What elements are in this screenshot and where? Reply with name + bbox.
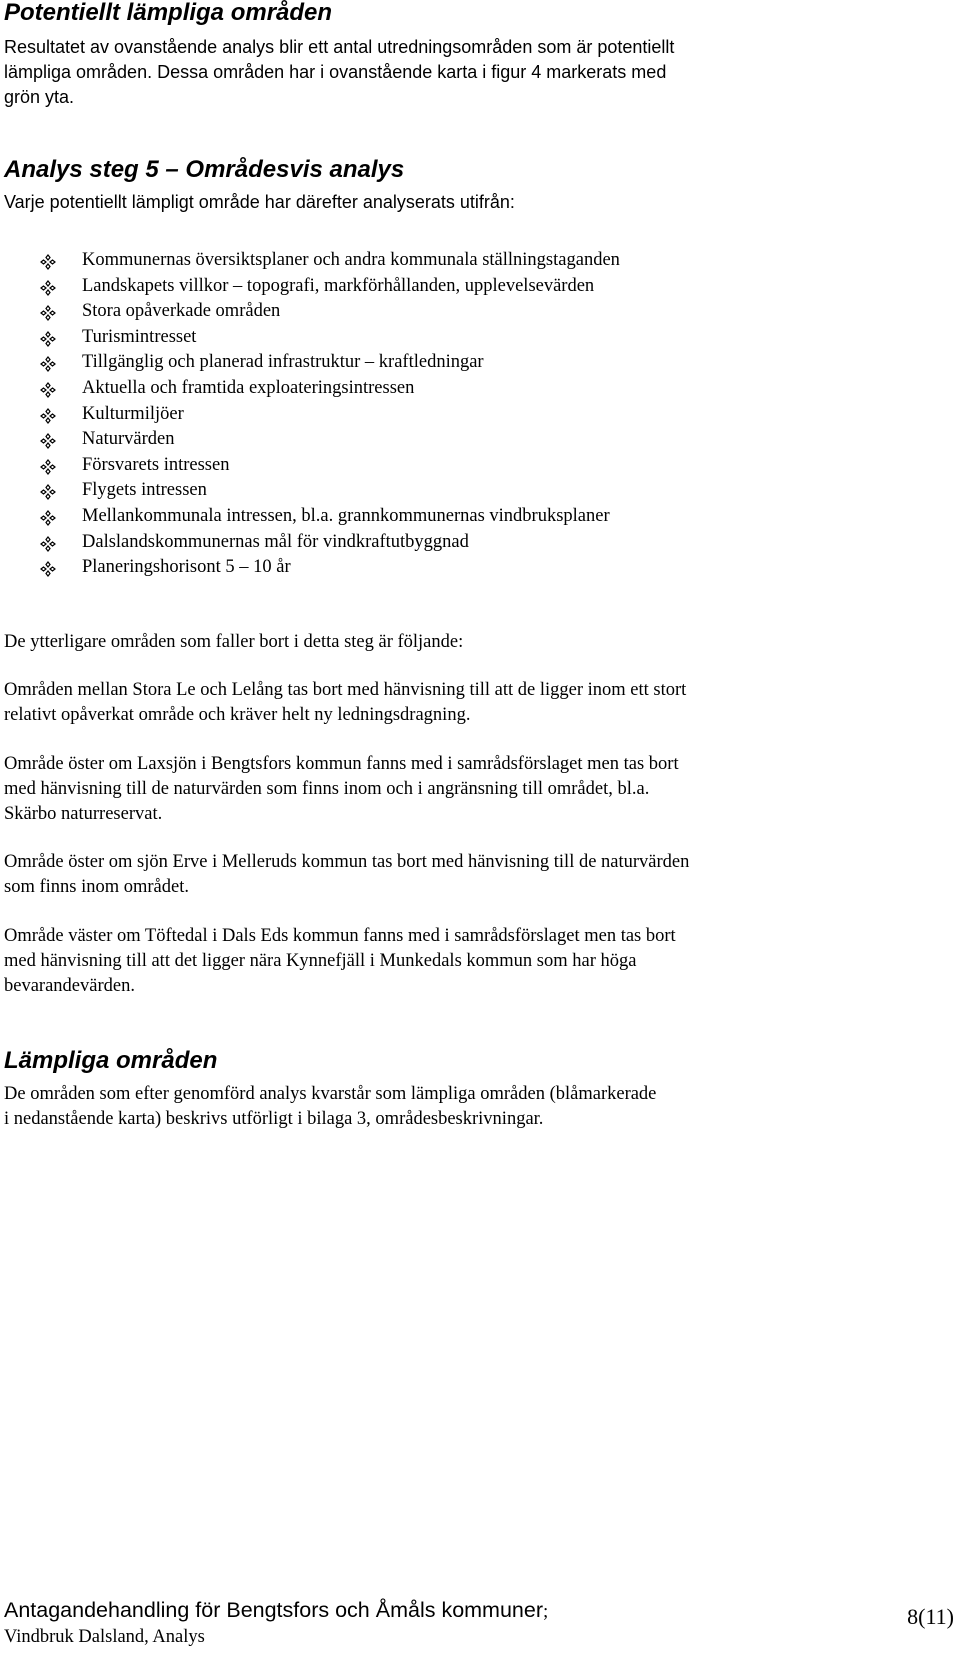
four-diamond-ornament-icon bbox=[40, 433, 56, 449]
paragraph-laxsjon: Område öster om Laxsjön i Bengtsfors kommun fanns med i samrådsförslaget men tas bort med hänvisning till de naturvärden som finns inom och i angränsning till området, bl.a. Skärbo naturreservat. bbox=[4, 754, 679, 824]
section-heading-potentiellt: Potentiellt lämpliga områden bbox=[4, 0, 333, 26]
four-diamond-ornament-icon bbox=[40, 305, 56, 321]
list-item bbox=[40, 478, 720, 504]
list-item-text: Försvarets intressen bbox=[82, 454, 230, 475]
list-item bbox=[40, 248, 720, 274]
page-number: 8(11) bbox=[907, 1604, 954, 1629]
four-diamond-ornament-icon bbox=[40, 356, 56, 372]
four-diamond-ornament-icon bbox=[40, 382, 56, 398]
list-item-text: Planeringshorisont 5 – 10 år bbox=[82, 557, 291, 578]
four-diamond-ornament-icon bbox=[40, 536, 56, 552]
four-diamond-ornament-icon bbox=[40, 408, 56, 424]
list-item-text: Flygets intressen bbox=[82, 480, 207, 501]
list-item-text: Landskapets villkor – topografi, markförhållanden, upplevelsevärden bbox=[82, 275, 595, 296]
four-diamond-ornament-icon bbox=[40, 484, 56, 500]
four-diamond-ornament-icon bbox=[40, 510, 56, 526]
section-heading-lampliga: Lämpliga områden bbox=[4, 1047, 218, 1074]
paragraph-intro: Varje potentiellt lämpligt område har därefter analyserats utifrån: bbox=[4, 192, 515, 212]
footer-separator: ; bbox=[543, 1601, 549, 1622]
footer-subtitle: Vindbruk Dalsland, Analys bbox=[4, 1627, 205, 1647]
list-item-text: Mellankommunala intressen, bl.a. grannkommunernas vindbruksplaner bbox=[82, 505, 610, 526]
list-item-text: Aktuella och framtida exploateringsintressen bbox=[82, 377, 415, 398]
list-item bbox=[40, 299, 720, 325]
paragraph-toftedal: Område väster om Töftedal i Dals Eds kommun fanns med i samrådsförslaget men tas bort med hänvisning till att det ligger nära Kynnefjäll i Munkedals kommun som har höga bevarandevärden. bbox=[4, 926, 676, 996]
list-item bbox=[40, 274, 720, 300]
list-item bbox=[40, 453, 720, 479]
list-item-text: Kommunernas översiktsplaner och andra kommunala ställningstaganden bbox=[82, 250, 620, 270]
list-item bbox=[40, 325, 720, 351]
section-heading-analys-steg-5: Analys steg 5 – Områdesvis analys bbox=[4, 156, 405, 183]
four-diamond-ornament-icon bbox=[40, 254, 56, 270]
four-diamond-ornament-icon bbox=[40, 280, 56, 296]
footer-title bbox=[4, 1596, 548, 1626]
list-item bbox=[40, 504, 720, 530]
list-item-text: Turismintresset bbox=[82, 326, 197, 347]
list-item-text: Tillgänglig och planerad infrastruktur – kraftledningar bbox=[82, 352, 484, 373]
footer-title-text: Antagandehandling för Bengtsfors och Åmåls kommuner bbox=[4, 1598, 544, 1622]
list-item bbox=[40, 555, 720, 581]
list-item bbox=[40, 376, 720, 402]
list-item-text: Stora opåverkade områden bbox=[82, 301, 281, 322]
four-diamond-ornament-icon bbox=[40, 459, 56, 475]
list-item bbox=[40, 530, 720, 556]
list-item-text: Dalslandskommunernas mål för vindkraftutbyggnad bbox=[82, 531, 469, 552]
four-diamond-ornament-icon bbox=[40, 561, 56, 577]
paragraph-lampliga: De områden som efter genomförd analys kvarstår som lämpliga områden (blåmarkerade i nedanstående karta) beskrivs utförligt i bilaga 3, områdesbeskrivningar. bbox=[4, 1084, 657, 1129]
list-item-text: Naturvärden bbox=[82, 429, 175, 450]
paragraph-after-list: De ytterligare områden som faller bort i detta steg är följande: bbox=[4, 632, 464, 652]
list-item bbox=[40, 427, 720, 453]
four-diamond-ornament-icon bbox=[40, 331, 56, 347]
list-item-text: Kulturmiljöer bbox=[82, 403, 184, 424]
paragraph-stora-le: Områden mellan Stora Le och Lelång tas bort med hänvisning till att de ligger inom ett stort relativt opåverkat område och kräver helt ny ledningsdragning. bbox=[4, 680, 687, 725]
paragraph-erve: Område öster om sjön Erve i Melleruds kommun tas bort med hänvisning till de naturvärden som finns inom området. bbox=[4, 852, 690, 897]
analysis-criteria-list bbox=[40, 248, 720, 581]
list-item bbox=[40, 350, 720, 376]
list-item bbox=[40, 402, 720, 428]
paragraph-potentiellt: Resultatet av ovanstående analys blir ett antal utredningsområden som är potentiellt lämpliga områden. Dessa områden har i ovanstående karta i figur 4 markerats med grön yta. bbox=[4, 37, 675, 107]
